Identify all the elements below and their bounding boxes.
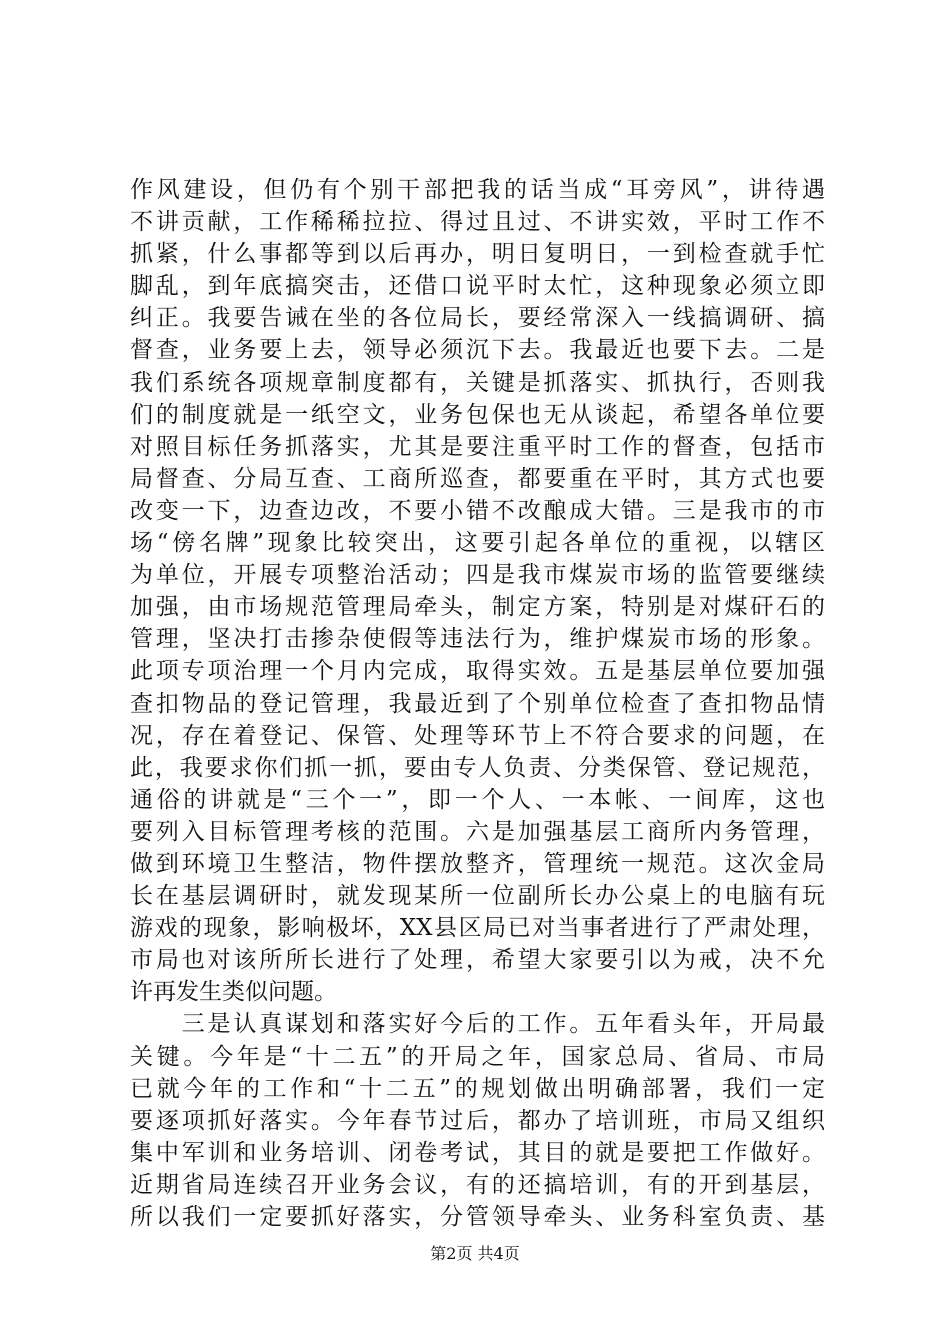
body-line: 市局也对该所所长进行了处理，希望大家要引以为戒，决不允: [130, 947, 825, 974]
body-line: 集中军训和业务培训、闭卷考试，其目的就是要把工作做好。: [130, 1139, 825, 1166]
document-body: [130, 174, 825, 1233]
body-line: 关键。今年是“十二五”的开局之年，国家总局、省局、市局: [130, 1043, 825, 1070]
body-line: 已就今年的工作和“十二五”的规划做出明确部署，我们一定: [130, 1075, 825, 1102]
body-line: 对照目标任务抓落实，尤其是要注重平时工作的督查，包括市: [130, 433, 825, 460]
body-line: 此，我要求你们抓一抓，要由专人负责、分类保管、登记规范，: [130, 754, 825, 781]
body-line: 游戏的现象，影响极坏，XX县区局已对当事者进行了严肃处理，: [130, 915, 825, 942]
body-line: 况，存在着登记、保管、处理等环节上不符合要求的问题，在: [130, 722, 825, 749]
body-line: 不讲贡献，工作稀稀拉拉、得过且过、不讲实效，平时工作不: [130, 209, 825, 236]
body-line: 纠正。我要告诫在坐的各位局长，要经常深入一线搞调研、搞: [130, 305, 825, 332]
body-line: 脚乱，到年底搞突击，还借口说平时太忙，这种现象必须立即: [130, 273, 825, 300]
body-line: 长在基层调研时，就发现某所一位副所长办公桌上的电脑有玩: [130, 883, 825, 910]
body-line: 查扣物品的登记管理，我最近到了个别单位检查了查扣物品情: [130, 690, 825, 717]
body-line: 三是认真谋划和落实好今后的工作。五年看头年，开局最: [130, 1011, 825, 1038]
body-line: 做到环境卫生整洁，物件摆放整齐，管理统一规范。这次金局: [130, 850, 825, 877]
body-line: 我们系统各项规章制度都有，关键是抓落实、抓执行，否则我: [130, 369, 825, 396]
body-line: 督查，业务要上去，领导必须沉下去。我最近也要下去。二是: [130, 337, 825, 364]
body-line: 们的制度就是一纸空文，业务包保也无从谈起，希望各单位要: [130, 401, 825, 428]
body-line: 通俗的讲就是“三个一”，即一个人、一本帐、一间库，这也: [130, 786, 825, 813]
body-line: 抓紧，什么事都等到以后再办，明日复明日，一到检查就手忙: [130, 241, 825, 268]
body-line: 近期省局连续召开业务会议，有的还搞培训，有的开到基层，: [130, 1171, 825, 1198]
body-line: 要逐项抓好落实。今年春节过后，都办了培训班，市局又组织: [130, 1107, 825, 1134]
body-line: 要列入目标管理考核的范围。六是加强基层工商所内务管理，: [130, 818, 825, 845]
body-line: 作风建设，但仍有个别干部把我的话当成“耳旁风”，讲待遇: [130, 177, 825, 203]
body-line: 改变一下，边查边改，不要小错不改酿成大错。三是我市的市: [130, 497, 825, 524]
body-line: 管理，坚决打击掺杂使假等违法行为，维护煤炭市场的形象。: [130, 626, 825, 653]
body-line: 为单位，开展专项整治活动；四是我市煤炭市场的监管要继续: [130, 562, 825, 589]
body-line: 所以我们一定要抓好落实，分管领导牵头、业务科室负责、基: [130, 1204, 825, 1230]
body-line: 局督查、分局互查、工商所巡查，都要重在平时，其方式也要: [130, 465, 825, 492]
page-footer: 第2页 共4页: [430, 1244, 520, 1263]
body-line: 此项专项治理一个月内完成，取得实效。五是基层单位要加强: [130, 658, 825, 685]
body-line: 许再发生类似问题。: [130, 979, 337, 1006]
body-line: 场“傍名牌”现象比较突出，这要引起各单位的重视，以辖区: [130, 530, 825, 557]
body-line: 加强，由市场规范管理局牵头，制定方案，特别是对煤矸石的: [130, 594, 825, 621]
